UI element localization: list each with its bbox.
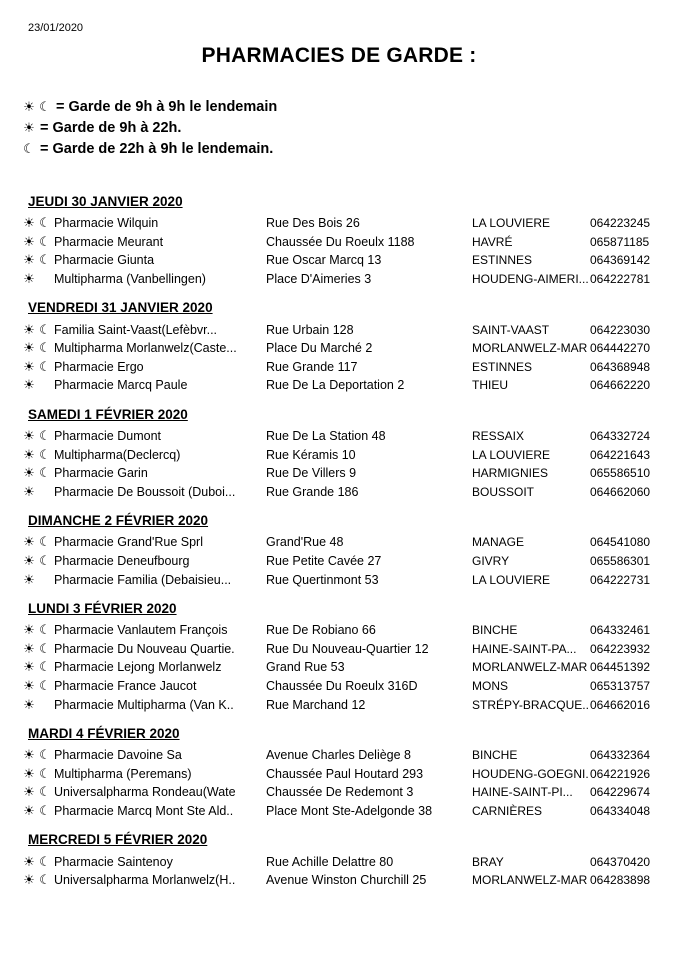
moon-icon: ☾ bbox=[39, 802, 51, 818]
shift-icons bbox=[22, 377, 54, 393]
pharmacy-name: Multipharma(Declercq) bbox=[54, 447, 181, 462]
pharmacy-name: Pharmacie Ergo bbox=[54, 359, 144, 374]
pharmacy-phone: 064283898 bbox=[590, 873, 651, 888]
sun-icon: ☀ bbox=[23, 215, 35, 231]
shift-icons bbox=[22, 697, 54, 713]
shift-icons bbox=[22, 428, 54, 444]
moon-icon: ☾ bbox=[39, 321, 51, 337]
sun-icon: ☀ bbox=[23, 659, 35, 675]
pharmacy-phone: 064229674 bbox=[590, 785, 651, 800]
moon-icon: ☾ bbox=[39, 215, 51, 231]
pharmacy-name: Pharmacie Dumont bbox=[54, 429, 161, 444]
pharmacy-phone: 064223030 bbox=[590, 322, 651, 337]
pharmacy-name: Multipharma (Vanbellingen) bbox=[54, 272, 206, 287]
pharmacy-city: LA LOUVIERE bbox=[472, 447, 551, 462]
pharmacy-street: Place Mont Ste-Adelgonde 38 bbox=[266, 803, 433, 818]
moon-icon: ☾ bbox=[39, 784, 51, 800]
pharmacy-street: Chaussée Paul Houtard 293 bbox=[266, 766, 424, 781]
pharmacy-phone: 064332364 bbox=[590, 748, 651, 763]
moon-icon: ☾ bbox=[39, 233, 51, 249]
pharmacy-name: Pharmacie Marcq Paule bbox=[54, 378, 188, 393]
pharmacy-city: STRÉPY-BRACQUE.. bbox=[472, 697, 589, 712]
pharmacy-name: Pharmacie Wilquin bbox=[54, 216, 159, 231]
shift-icons bbox=[22, 553, 54, 569]
sun-icon: ☀ bbox=[23, 428, 35, 444]
pharmacy-street: Rue Grande 186 bbox=[266, 484, 359, 499]
shift-icons bbox=[22, 534, 54, 550]
pharmacy-name: Pharmacie Du Nouveau Quartie. bbox=[54, 641, 235, 656]
pharmacy-city: HAINE-SAINT-PI... bbox=[472, 785, 573, 800]
pharmacy-phone: 064223932 bbox=[590, 641, 651, 656]
sun-icon: ☀ bbox=[23, 98, 35, 114]
pharmacy-street: Chaussée Du Roeulx 316D bbox=[266, 678, 418, 693]
pharmacy-name: Pharmacie Grand'Rue Sprl bbox=[54, 535, 203, 550]
pharmacy-row bbox=[22, 640, 662, 659]
legend bbox=[22, 96, 277, 159]
pharmacy-row bbox=[22, 871, 662, 890]
sun-icon: ☀ bbox=[23, 571, 35, 587]
sun-icon: ☀ bbox=[23, 622, 35, 638]
pharmacy-street: Rue Petite Cavée 27 bbox=[266, 554, 382, 569]
moon-icon: ☾ bbox=[39, 553, 51, 569]
pharmacy-street: Rue Achille Delattre 80 bbox=[266, 854, 394, 869]
shift-icons bbox=[22, 747, 54, 763]
sun-icon: ☀ bbox=[23, 853, 35, 869]
pharmacy-city: SAINT-VAAST bbox=[472, 322, 550, 337]
sun-icon: ☀ bbox=[23, 696, 35, 712]
pharmacy-phone: 065871185 bbox=[590, 234, 650, 249]
pharmacy-phone: 064369142 bbox=[590, 253, 651, 268]
pharmacy-row bbox=[22, 802, 662, 821]
moon-icon: ☾ bbox=[39, 465, 51, 481]
day-block bbox=[22, 403, 662, 501]
day-block bbox=[22, 828, 662, 889]
sun-icon: ☀ bbox=[23, 802, 35, 818]
pharmacy-street: Rue Grande 117 bbox=[266, 359, 358, 374]
pharmacy-name: Pharmacie Deneufbourg bbox=[54, 554, 190, 569]
day-header: DIMANCHE 2 FÉVRIER 2020 bbox=[28, 513, 209, 529]
pharmacy-name: Familia Saint-Vaast(Lefèbvr... bbox=[54, 322, 218, 337]
day-header: VENDREDI 31 JANVIER 2020 bbox=[28, 300, 213, 316]
pharmacy-name: Pharmacie Giunta bbox=[54, 253, 155, 268]
pharmacy-phone: 065586510 bbox=[590, 466, 651, 481]
pharmacy-city: HAVRÉ bbox=[472, 234, 513, 249]
moon-icon: ☾ bbox=[39, 747, 51, 763]
sun-icon: ☀ bbox=[23, 358, 35, 374]
pharmacy-row bbox=[22, 658, 662, 677]
pharmacy-city: ESTINNES bbox=[472, 253, 533, 268]
pharmacy-city: HOUDENG-AIMERI... bbox=[472, 272, 589, 287]
pharmacy-row bbox=[22, 621, 662, 640]
pharmacy-city: HAINE-SAINT-PA... bbox=[472, 641, 577, 656]
pharmacy-row bbox=[22, 214, 662, 233]
pharmacy-row bbox=[22, 376, 662, 395]
pharmacy-row bbox=[22, 464, 662, 483]
pharmacy-street: Grand'Rue 48 bbox=[266, 535, 344, 550]
shift-icons bbox=[22, 340, 54, 356]
sun-icon: ☀ bbox=[23, 534, 35, 550]
pharmacy-row bbox=[22, 533, 662, 552]
pharmacy-phone: 064332461 bbox=[590, 623, 651, 638]
pharmacy-row bbox=[22, 445, 662, 464]
shift-icons bbox=[22, 359, 54, 375]
pharmacy-row bbox=[22, 339, 662, 358]
pharmacy-street: Rue Oscar Marcq 13 bbox=[266, 253, 382, 268]
legend-row-day bbox=[22, 117, 277, 138]
pharmacy-phone: 064221643 bbox=[590, 447, 651, 462]
shift-icons bbox=[22, 784, 54, 800]
pharmacy-row bbox=[22, 483, 662, 502]
sun-icon: ☀ bbox=[23, 765, 35, 781]
pharmacy-street: Chaussée De Redemont 3 bbox=[266, 785, 414, 800]
pharmacy-city: BOUSSOIT bbox=[472, 484, 535, 499]
pharmacy-name: Pharmacie Lejong Morlanwelz bbox=[54, 660, 222, 675]
pharmacy-street: Avenue Winston Churchill 25 bbox=[266, 873, 427, 888]
moon-icon: ☾ bbox=[39, 677, 51, 693]
pharmacy-city: HOUDENG-GOEGNI. bbox=[472, 766, 589, 781]
legend-text: = Garde de 22h à 9h le lendemain. bbox=[40, 140, 274, 157]
pharmacy-city: BINCHE bbox=[472, 623, 518, 638]
pharmacy-phone: 064662060 bbox=[590, 484, 651, 499]
pharmacy-name: Pharmacie Davoine Sa bbox=[54, 748, 182, 763]
pharmacy-phone: 064541080 bbox=[590, 535, 651, 550]
pharmacy-phone: 064332724 bbox=[590, 429, 651, 444]
day-block bbox=[22, 190, 662, 288]
day-block bbox=[22, 509, 662, 589]
moon-icon: ☾ bbox=[39, 98, 51, 114]
sun-icon: ☀ bbox=[23, 119, 35, 135]
pharmacy-row bbox=[22, 320, 662, 339]
day-header: LUNDI 3 FÉVRIER 2020 bbox=[28, 600, 177, 616]
shift-icons bbox=[22, 803, 54, 819]
day-header: MARDI 4 FÉVRIER 2020 bbox=[28, 725, 180, 741]
pharmacy-name: Pharmacie De Boussoit (Duboi... bbox=[54, 484, 236, 499]
pharmacy-name: Universalpharma Morlanwelz(H.. bbox=[54, 873, 236, 888]
pharmacy-phone: 064221926 bbox=[590, 766, 651, 781]
pharmacy-street: Rue De Villers 9 bbox=[266, 466, 357, 481]
sun-icon: ☀ bbox=[23, 483, 35, 499]
pharmacy-street: Place D'Aimeries 3 bbox=[266, 272, 372, 287]
shift-icons bbox=[22, 678, 54, 694]
sun-icon: ☀ bbox=[23, 233, 35, 249]
sun-icon: ☀ bbox=[23, 677, 35, 693]
document-date: 23/01/2020 bbox=[28, 22, 84, 34]
pharmacy-row bbox=[22, 695, 662, 714]
shift-icons bbox=[22, 854, 54, 870]
pharmacy-street: Rue Marchand 12 bbox=[266, 697, 366, 712]
pharmacy-city: MORLANWELZ-MAR bbox=[472, 660, 588, 675]
pharmacy-phone: 064368948 bbox=[590, 359, 651, 374]
day-header: JEUDI 30 JANVIER 2020 bbox=[28, 194, 183, 209]
shift-icons bbox=[22, 465, 54, 481]
sun-icon: ☀ bbox=[23, 640, 35, 656]
shift-icons bbox=[22, 641, 54, 657]
moon-icon: ☾ bbox=[39, 659, 51, 675]
pharmacy-street: Rue Des Bois 26 bbox=[266, 216, 360, 231]
pharmacy-row bbox=[22, 552, 662, 571]
shift-icons bbox=[22, 447, 54, 463]
pharmacy-phone: 064222731 bbox=[590, 572, 651, 587]
legend-row-day-night bbox=[22, 96, 277, 117]
pharmacy-name: Pharmacie Multipharma (Van K.. bbox=[54, 697, 234, 712]
pharmacy-city: MONS bbox=[472, 678, 508, 693]
pharmacy-row bbox=[22, 427, 662, 446]
sun-icon: ☀ bbox=[23, 872, 35, 888]
pharmacy-name: Universalpharma Rondeau(Wate bbox=[54, 785, 236, 800]
day-block bbox=[22, 722, 662, 820]
pharmacy-city: BINCHE bbox=[472, 748, 518, 763]
moon-icon: ☾ bbox=[39, 853, 51, 869]
sun-icon: ☀ bbox=[23, 553, 35, 569]
pharmacy-phone: 065586301 bbox=[590, 554, 651, 569]
pharmacy-city: ESTINNES bbox=[472, 359, 533, 374]
sun-icon: ☀ bbox=[23, 747, 35, 763]
pharmacy-street: Rue De La Deportation 2 bbox=[266, 378, 405, 393]
pharmacy-city: CARNIÈRES bbox=[472, 803, 543, 818]
pharmacy-phone: 064222781 bbox=[590, 272, 651, 287]
pharmacy-phone: 064370420 bbox=[590, 854, 651, 869]
pharmacy-phone: 064442270 bbox=[590, 341, 651, 356]
moon-icon: ☾ bbox=[39, 446, 51, 462]
shift-icons bbox=[22, 872, 54, 888]
pharmacy-street: Place Du Marché 2 bbox=[266, 341, 373, 356]
pharmacy-row bbox=[22, 852, 662, 871]
pharmacy-row bbox=[22, 783, 662, 802]
moon-icon: ☾ bbox=[39, 340, 51, 356]
pharmacy-city: MORLANWELZ-MAR bbox=[472, 873, 588, 888]
shift-icons bbox=[22, 659, 54, 675]
pharmacy-street: Rue Kéramis 10 bbox=[266, 447, 356, 462]
shift-icons bbox=[22, 215, 54, 231]
moon-icon: ☾ bbox=[39, 252, 51, 268]
day-block bbox=[22, 296, 662, 394]
moon-icon: ☾ bbox=[39, 872, 51, 888]
shift-icons bbox=[22, 271, 54, 287]
pharmacy-name: Pharmacie Vanlautem François bbox=[54, 623, 228, 638]
sun-icon: ☀ bbox=[23, 252, 35, 268]
sun-icon: ☀ bbox=[23, 321, 35, 337]
pharmacy-name: Multipharma (Peremans) bbox=[54, 766, 192, 781]
pharmacy-street: Rue De Robiano 66 bbox=[266, 623, 376, 638]
day-header: MERCREDI 5 FÉVRIER 2020 bbox=[28, 832, 208, 848]
shift-icons bbox=[22, 484, 54, 500]
pharmacy-row bbox=[22, 764, 662, 783]
pharmacy-city: GIVRY bbox=[472, 554, 510, 569]
pharmacy-row bbox=[22, 570, 662, 589]
legend-text: = Garde de 9h à 22h. bbox=[40, 119, 182, 136]
pharmacy-city: MANAGE bbox=[472, 535, 525, 550]
day-header: SAMEDI 1 FÉVRIER 2020 bbox=[28, 406, 188, 422]
pharmacy-street: Rue Quertinmont 53 bbox=[266, 572, 379, 587]
pharmacy-street: Rue De La Station 48 bbox=[266, 429, 386, 444]
pharmacy-row bbox=[22, 251, 662, 270]
pharmacy-row bbox=[22, 233, 662, 252]
pharmacy-phone: 065313757 bbox=[590, 678, 651, 693]
pharmacy-name: Multipharma Morlanwelz(Caste... bbox=[54, 341, 237, 356]
pharmacy-row bbox=[22, 358, 662, 377]
shift-icons bbox=[22, 766, 54, 782]
moon-icon: ☾ bbox=[39, 358, 51, 374]
pharmacy-city: HARMIGNIES bbox=[472, 466, 549, 481]
sun-icon: ☀ bbox=[23, 446, 35, 462]
day-block bbox=[22, 597, 662, 714]
legend-row-night bbox=[22, 138, 277, 159]
pharmacy-city: MORLANWELZ-MAR bbox=[472, 341, 588, 356]
sun-icon: ☀ bbox=[23, 465, 35, 481]
pharmacy-city: LA LOUVIERE bbox=[472, 572, 551, 587]
pharmacy-city: RESSAIX bbox=[472, 429, 525, 444]
pharmacy-name: Pharmacie Marcq Mont Ste Ald.. bbox=[54, 803, 234, 818]
pharmacy-phone: 064334048 bbox=[590, 803, 651, 818]
moon-icon: ☾ bbox=[39, 765, 51, 781]
shift-icons bbox=[22, 234, 54, 250]
moon-icon: ☾ bbox=[39, 640, 51, 656]
pharmacy-name: Pharmacie Saintenoy bbox=[54, 854, 173, 869]
pharmacy-city: THIEU bbox=[472, 378, 508, 393]
pharmacy-name: Pharmacie Familia (Debaisieu... bbox=[54, 572, 232, 587]
pharmacy-name: Pharmacie France Jaucot bbox=[54, 678, 197, 693]
moon-icon: ☾ bbox=[39, 622, 51, 638]
pharmacy-name: Pharmacie Meurant bbox=[54, 234, 164, 249]
sun-icon: ☀ bbox=[23, 784, 35, 800]
page-title: PHARMACIES DE GARDE : bbox=[201, 44, 477, 67]
pharmacy-street: Grand Rue 53 bbox=[266, 660, 345, 675]
pharmacy-row bbox=[22, 270, 662, 289]
legend-text: = Garde de 9h à 9h le lendemain bbox=[56, 98, 278, 115]
pharmacy-city: BRAY bbox=[472, 854, 504, 869]
pharmacy-row bbox=[22, 677, 662, 696]
pharmacy-street: Rue Du Nouveau-Quartier 12 bbox=[266, 641, 429, 656]
pharmacy-name: Pharmacie Garin bbox=[54, 466, 148, 481]
pharmacy-city: LA LOUVIERE bbox=[472, 216, 551, 231]
duty-schedule bbox=[22, 190, 662, 897]
pharmacy-phone: 064451392 bbox=[590, 660, 651, 675]
pharmacy-phone: 064223245 bbox=[590, 216, 651, 231]
pharmacy-phone: 064662016 bbox=[590, 697, 651, 712]
sun-icon: ☀ bbox=[23, 377, 35, 393]
moon-icon: ☾ bbox=[39, 534, 51, 550]
sun-icon: ☀ bbox=[23, 271, 35, 287]
pharmacy-phone: 064662220 bbox=[590, 378, 651, 393]
shift-icons bbox=[22, 252, 54, 268]
moon-icon: ☾ bbox=[23, 140, 35, 156]
shift-icons bbox=[22, 322, 54, 338]
sun-icon: ☀ bbox=[23, 340, 35, 356]
pharmacy-street: Avenue Charles Deliège 8 bbox=[266, 748, 412, 763]
moon-icon: ☾ bbox=[39, 428, 51, 444]
pharmacy-street: Rue Urbain 128 bbox=[266, 322, 354, 337]
pharmacy-row bbox=[22, 746, 662, 765]
pharmacy-street: Chaussée Du Roeulx 1188 bbox=[266, 234, 415, 249]
shift-icons bbox=[22, 572, 54, 588]
shift-icons bbox=[22, 622, 54, 638]
